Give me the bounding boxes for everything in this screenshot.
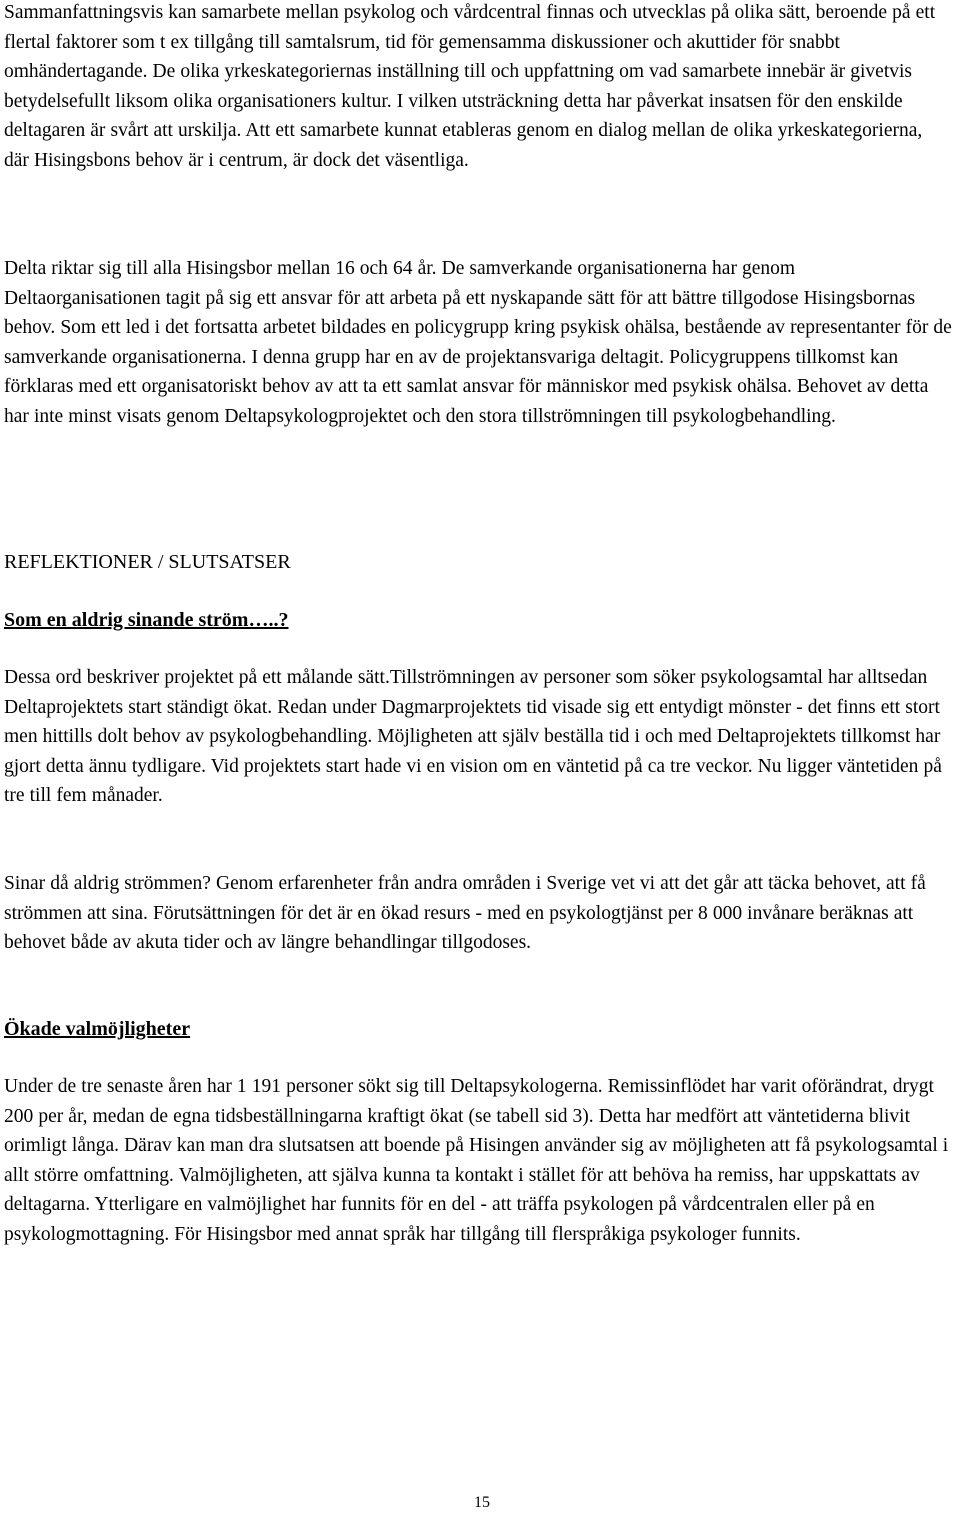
section-heading-reflektioner: REFLEKTIONER / SLUTSATSER [4,551,291,573]
paragraph-sinar-strommen: Sinar då aldrig strömmen? Genom erfarenheter från andra områden i Sverige vet vi att det går att täcka behovet, att få strömmen att sina. Förutsättningen för det är en ökad resurs - med en psykologtjänst per 8 000 invånare beräknas att behovet både av akuta tider och av längre behandlingar tillgodoses. [4,873,926,953]
paragraph-tillstromning: Dessa ord beskriver projektet på ett målande sätt.Tillströmningen av personer som söker psykologsamtal har alltsedan Deltaprojektets start ständigt ökat. Redan under Dagmarprojektets tid visade sig ett entydigt mönster - det finns ett stort men hittills dolt behov av psykologbehandling. Möjligheten att själv beställa tid i och med Deltaprojektets tillkomst har gjort detta ännu tydligare. Vid projektets start hade vi en vision om en väntetid på ca tre veckor. Nu ligger väntetiden på tre till fem månader. [4,667,942,806]
paragraph-delta-target-group: Delta riktar sig till alla Hisingsbor mellan 16 och 64 år. De samverkande organisationerna har genom Deltaorganisationen tagit på sig ett ansvar för att arbeta på ett nyskapande sätt för att bättre tillgodose Hisingsbornas behov. Som ett led i det fortsatta arbetet bildades en policygrupp kring psykisk ohälsa, bestående av representanter för de samverkande organisationerna. I denna grupp har en av de projektansvariga deltagit. Policygruppens tillkomst kan förklaras med ett organisatoriskt behov av att ta ett samlat ansvar för människor med psykisk ohälsa. Behovet av detta har inte minst visats genom Deltapsykologprojektet och den stora tillströmningen till psykologbehandling. [4,258,952,427]
subheading-aldrig-sinande-strom: Som en aldrig sinande ström…..? [4,609,289,631]
page-number: 15 [474,1494,490,1511]
paragraph-samarbete-summary: Sammanfattningsvis kan samarbete mellan psykolog och vårdcentral finnas och utvecklas på olika sätt, beroende på ett flertal faktorer som t ex tillgång till samtalsrum, tid för gemensamma diskussioner och akuttider för snabbt omhändertagande. De olika yrkeskategoriernas inställning till och uppfattning om vad samarbete innebär är givetvis betydelsefullt liksom olika organisationers kultur. I vilken utsträckning detta har påverkat insatsen för den enskilde deltagaren är svårt att urskilja. Att ett samarbete kunnat etableras genom en dialog mellan de olika yrkeskategorierna, där Hisingsbons behov är i centrum, är dock det väsentliga. [4,2,936,171]
document-page [4,0,954,1515]
subheading-okade-valmojligheter: Ökade valmöjligheter [4,1018,191,1040]
paragraph-valmojligheter: Under de tre senaste åren har 1 191 personer sökt sig till Deltapsykologerna. Remissinflödet har varit oförändrat, drygt 200 per år, medan de egna tidsbeställningarna kraftigt ökat (se tabell sid 3). Detta har medfört att väntetiderna blivit orimligt långa. Därav kan man dra slutsatsen att boende på Hisingen använder sig av möjligheten att få psykologsamtal i allt större omfattning. Valmöjligheten, att själva kunna ta kontakt i stället för att behöva ha remiss, har uppskattats av deltagarna. Ytterligare en valmöjlighet har funnits för en del - att träffa psykologen på vårdcentralen eller på en psykologmottagning. För Hisingsbor med annat språk har tillgång till flerspråkiga psykologer funnits. [4,1076,949,1245]
